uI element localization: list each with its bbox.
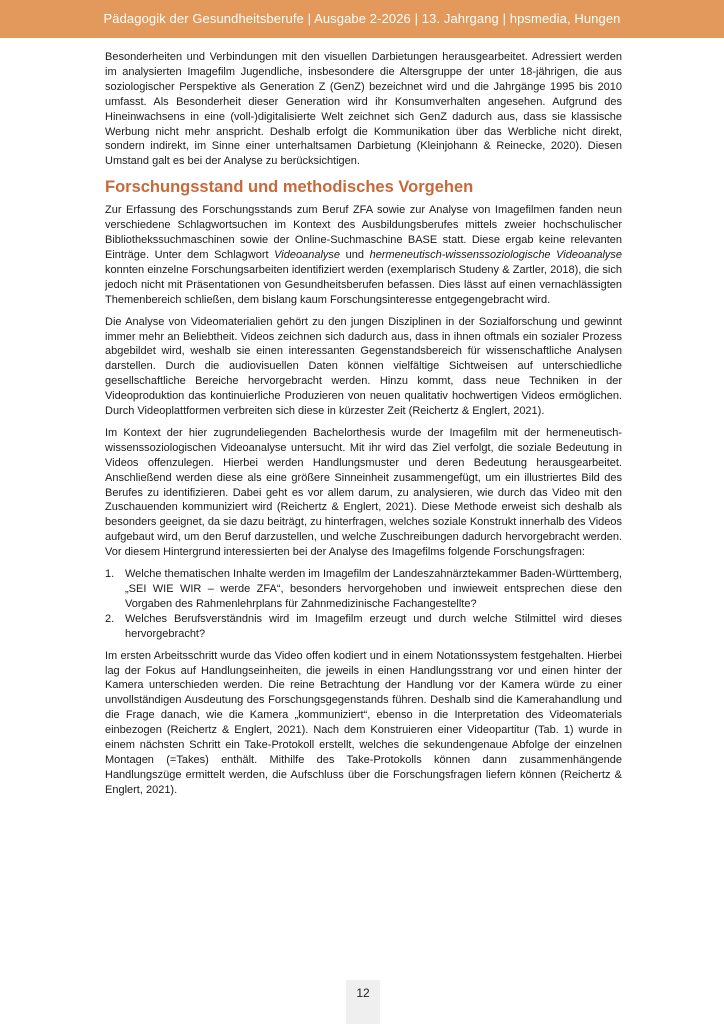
research-question-item xyxy=(105,567,622,612)
research-state-text-b: und xyxy=(340,248,370,261)
research-question-number: 1. xyxy=(105,568,115,581)
procedure-paragraph: Im ersten Arbeitsschritt wurde das Video offen kodiert und in einem Notationssystem festgehalten. Hierbei lag der Fokus auf Handlungseinheiten, die jeweils in einen Handlungsstrang vor und einen hinter der Kamera unterschieden werden. Die reine Betrachtung der Handlung vor der Kamera würde zu einer unvollständigen Ausdeutung des Forschungsgegenstands führen. Deshalb sind die Kamerahandlung und die Frage danach, wie die Kamera „kommuniziert“, ebenso in die Interpretation des Videomaterials einbezogen (Reichertz & Englert, 2021). Nach dem Konstruieren einer Videopartitur (Tab. 1) wurde in einem nächsten Schritt ein Take-Protokoll erstellt, welches die sekundengenaue Abfolge der einzelnen Montagen (=Takes) enthält. Mithilfe des Take-Protokolls können dann zusammenhängende Handlungszüge ermittelt werden, die Aufschluss über die Forschungsfragen liefern können (Reichertz & Englert, 2021). xyxy=(105,649,622,796)
research-state-text-c: konnten einzelne Forschungsarbeiten identifiziert werden (exemplarisch Studeny & Zartler, 2018), die sich jedoch nicht mit Präsentationen von Gesundheitsberufen befassen. Dies lässt auf einen vernachlässigten Themenbereich schließen, dem bislang kaum Forschungsinteresse entgegengebracht wird. xyxy=(105,263,622,306)
research-state-paragraph xyxy=(105,203,622,307)
section-heading: Forschungsstand und methodisches Vorgehen xyxy=(105,178,474,197)
research-question-item xyxy=(105,612,622,642)
research-state-text-a: Zur Erfassung des Forschungsstands zum Beruf ZFA sowie zur Analyse von Imagefilmen fanden neun verschiedene Schlagwortsuchen im Kontext des Ausbildungsberufes mittels zweier hochschulischer Bibliothekssuchmaschinen sowie der Online-Suchmaschine BASE statt. Diese ergab keine relevanten Einträge. Unter dem Schlagwort xyxy=(105,204,622,261)
intro-paragraph: Besonderheiten und Verbindungen mit den visuellen Darbietungen herausgearbeitet. Adressiert werden im analysierten Imagefilm Jugendliche, insbesondere die Altersgruppe der unter 18-jährigen, die aus soziologischer Perspektive als Generation Z (GenZ) bezeichnet wird und die Jahrgänge 1995 bis 2010 umfasst. Als Besonderheit dieser Generation wird ihr Konsumverhalten angesehen. Aufgrund des Hineinwachsens in eine (voll-)digitalisierte Welt zeichnet sich GenZ dadurch aus, dass sie klassische Werbung nicht mehr anspricht. Deshalb erfolgt die Kommunikation über das Werbliche nicht direkt, sondern indirekt, im Sinne einer unterhaltsamen Darbietung (Kleinjohann & Reinecke, 2020). Diesen Umstand galt es bei der Analyse zu berücksichtigen. xyxy=(105,51,622,168)
article-body xyxy=(105,50,622,805)
journal-header-bar xyxy=(0,0,724,38)
journal-header-text: Pädagogik der Gesundheitsberufe | Ausgabe 2-2026 | 13. Jahrgang | hpsmedia, Hungen xyxy=(103,11,621,26)
keyword-video-analysis: Videoanalyse xyxy=(274,248,341,261)
research-question-number: 2. xyxy=(105,612,115,625)
research-question-text: Welche thematischen Inhalte werden im Imagefilm der Landeszahnärztekammer Baden-Württemberg, „SEI WIE WIR – werde ZFA“, besonders hervorgehoben und inwieweit entsprechen diese den Vorgaben des Rahmenlehrplans für Zahnmedizinische Fachangestellte? xyxy=(125,568,622,610)
page-number: 12 xyxy=(356,986,370,1000)
keyword-hermeneutic-video-analysis: hermeneutisch-wissenssoziologische Videoanalyse xyxy=(369,248,623,261)
research-question-text: Welches Berufsverständnis wird im Imagefilm erzeugt und durch welche Stilmittel wird dieses hervorgebracht? xyxy=(125,612,622,640)
research-questions-list xyxy=(105,567,622,642)
video-analysis-paragraph: Die Analyse von Videomaterialien gehört zu den jungen Disziplinen in der Sozialforschung und gewinnt immer mehr an Beliebtheit. Videos zeichnen sich dadurch aus, dass in ihnen oftmals ein sozialer Prozess abgebildet wird, weshalb sie einen interessanten Gegenstandsbereich für wissenschaftliche Analysen darstellen. Durch die audiovisuellen Daten können vielfältige Sichtweisen auf unterschiedliche gesellschaftliche Bereiche hervorgebracht werden. Hinzu kommt, dass neue Techniken in der Videoproduktion das kontinuierliche Produzieren von neuen qualitativ hochwertigen Videos ermöglichen. Durch Videoplattformen verbreiten sich diese in kürzester Zeit (Reichertz & Englert, 2021). xyxy=(105,315,622,418)
method-paragraph: Im Kontext der hier zugrundeliegenden Bachelorthesis wurde der Imagefilm mit der hermeneutisch-wissenssoziologischen Videoanalyse untersucht. Mit ihr wird das Ziel verfolgt, die soziale Bedeutung in Videos offenzulegen. Hierbei werden Handlungsmuster und deren Bedeutung herausgearbeitet. Anschließend werden diese als eine größere Sinneinheit zusammengefügt, um ein illustriertes Bild des Berufes zu identifizieren. Dabei geht es vor allem darum, zu analysieren, wie durch das Video mit den Zuschauenden kommuniziert wird (Reichertz & Englert, 2021). Diese Methode erweist sich deshalb als besonders geeignet, da sie dazu beiträgt, zu hinterfragen, welches soziale Konstrukt innerhalb des Videos aufgebaut wird, um den Beruf darzustellen, und welche Zuschreibungen dadurch hervorgebracht werden. Vor diesem Hintergrund interessierten bei der Analyse des Imagefilms folgende Forschungsfragen: xyxy=(105,426,622,559)
page-footer xyxy=(346,980,380,1024)
